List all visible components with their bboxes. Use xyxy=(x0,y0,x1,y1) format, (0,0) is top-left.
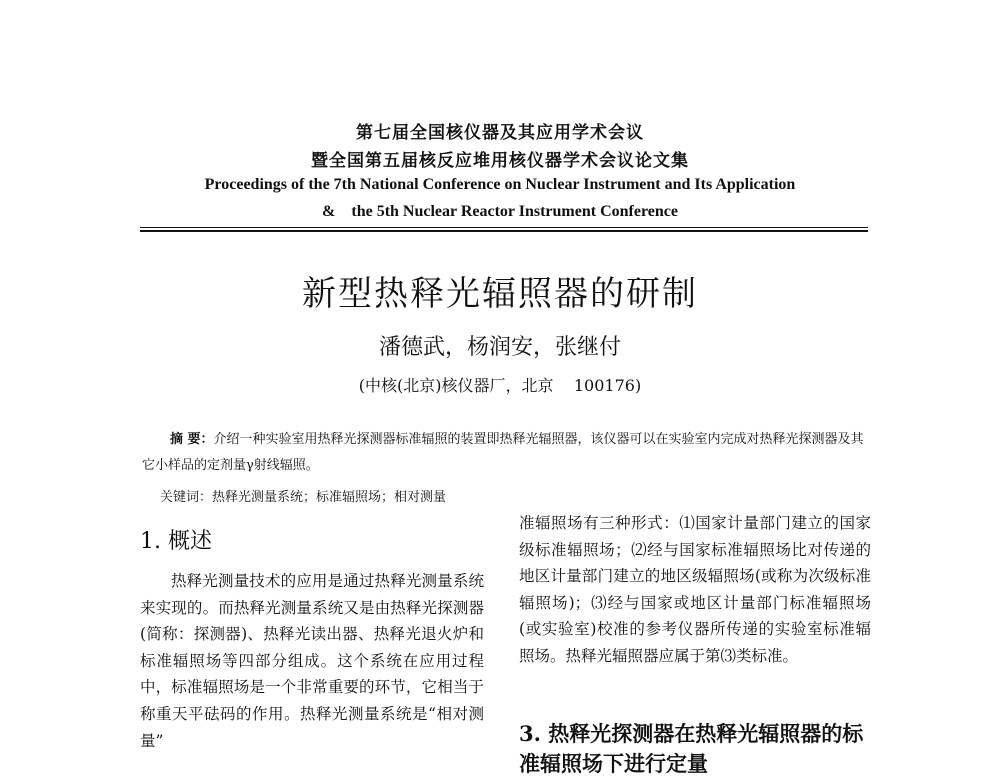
header-rule-thick xyxy=(140,230,868,232)
conference-title-en-2: & the 5th Nuclear Reactor Instrument Conference xyxy=(322,203,678,220)
paper-title: 新型热释光辐照器的研制 xyxy=(302,274,698,314)
paper-affiliation: (中核(北京)核仪器厂，北京 100176) xyxy=(358,376,642,395)
conference-title-cn-1: 第七届全国核仪器及其应用学术会议 xyxy=(356,123,644,143)
abstract-label: 摘 要： xyxy=(170,432,214,447)
abstract-text: 介绍一种实验室用热释光探测器标准辐照的装置即热释光辐照器，该仪器可以在实验室内完成对热释光探测器及其它小样品的定剂量γ射线辐照。 xyxy=(142,432,864,473)
keywords-text: 热释光测量系统；标准辐照场；相对测量 xyxy=(212,490,447,505)
conference-title-en-1: Proceedings of the 7th National Conference on Nuclear Instrument and Its Application xyxy=(204,176,796,193)
section-3-heading: 3. 热释光探测器在热释光辐照器的标准辐照场下进行定量 xyxy=(519,721,864,776)
paper-authors: 潘德武，杨润安，张继付 xyxy=(378,335,621,360)
section-1-paragraph: 热释光测量技术的应用是通过热释光测量系统来实现的。而热释光测量系统又是由热释光探测器(简称：探测器)、热释光读出器、热释光退火炉和标准辐照场等四部分组成。这个系统在应用过程中，标准辐照场是一个非常重要的环节，它相当于称重天平砝码的作用。热释光测量系统是“相对测量” xyxy=(140,572,484,750)
keywords xyxy=(160,486,446,505)
section-1-heading: 1. 概述 xyxy=(140,529,212,554)
abstract xyxy=(142,427,868,479)
right-column xyxy=(519,510,871,670)
conference-title-cn-2: 暨全国第五届核反应堆用核仪器学术会议论文集 xyxy=(311,151,689,171)
header-rule-thin xyxy=(140,227,868,228)
left-column xyxy=(140,568,484,754)
right-column-paragraph: 准辐照场有三种形式：⑴国家计量部门建立的国家级标准辐照场；⑵经与国家标准辐照场比对传递的地区计量部门建立的地区级辐照场(或称为次级标准辐照场)；⑶经与国家或地区计量部门标准辐照场(或实验室)校准的参考仪器所传递的实验室标准辐照场。热释光辐照器应属于第⑶类标准。 xyxy=(519,514,871,665)
keywords-label: 关键词： xyxy=(160,490,213,505)
